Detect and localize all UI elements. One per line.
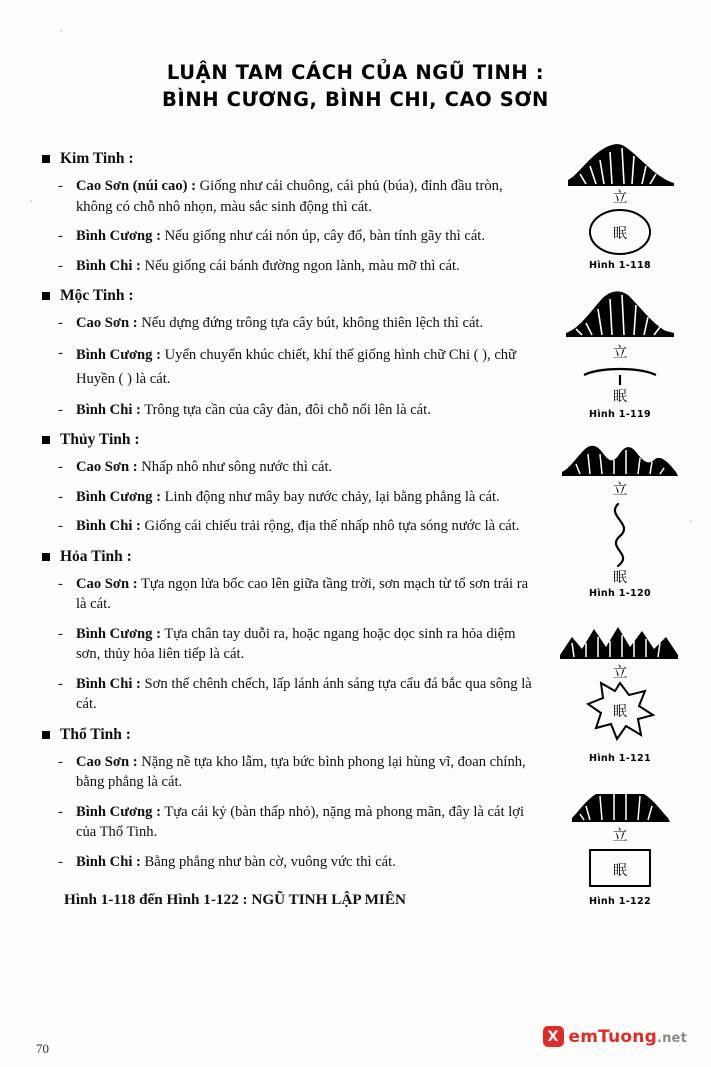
- dash-icon: -: [58, 518, 63, 534]
- dash-icon: -: [58, 459, 63, 475]
- item-label: Bình Chi :: [76, 257, 141, 274]
- item-label: Bình Cương :: [76, 803, 161, 820]
- item-label: Bình Chi :: [76, 518, 141, 534]
- item-label: Bình Chi :: [76, 853, 141, 870]
- section-heading-label: Thổ Tinh :: [60, 725, 131, 743]
- list-item: [36, 516, 536, 537]
- figure-1-121: [540, 621, 700, 764]
- hoa-tinh-diagram-icon: [556, 621, 684, 751]
- dash-icon: -: [58, 178, 63, 194]
- thuy-tinh-diagram-icon: [556, 438, 684, 586]
- svg-text:眠: 眠: [613, 704, 627, 720]
- list-item: [36, 176, 536, 217]
- figure-artwork: [556, 289, 684, 407]
- bullet-square-icon: [42, 292, 50, 300]
- figure-column: [540, 140, 700, 925]
- section-heading: [42, 148, 536, 170]
- section-heading-label: Thủy Tinh :: [60, 431, 140, 448]
- section-heading: [42, 724, 536, 746]
- item-text: Nặng nề tựa kho lẫm, tựa bức bình phong lại hùng vĩ, đoan chính, bằng phẳng là cát.: [76, 753, 526, 790]
- dash-icon: -: [58, 344, 63, 361]
- title-line-1: LUẬN TAM CÁCH CỦA NGŨ TINH :: [166, 61, 545, 84]
- dash-icon: -: [58, 675, 63, 692]
- figure-artwork: [556, 438, 684, 586]
- item-label: Bình Cương :: [76, 625, 161, 642]
- figure-caption: Hình 1-120: [588, 588, 651, 599]
- figure-caption: Hình 1-119: [588, 409, 651, 420]
- item-text: Nếu dựng đứng trông tựa cây bút, không thiên lệch thì cát.: [137, 315, 484, 331]
- item-text: Uyển chuyển khúc chiết, khí thế giống hình chữ Chi ( ), chữ Huyền ( ) là cát.: [76, 346, 517, 387]
- item-text: Tựa cái kỷ (bàn thấp nhỏ), nặng mà phong mãn, đây là cát lợi của Thổ Tinh.: [76, 803, 525, 840]
- item-label: Bình Chi :: [76, 401, 141, 418]
- svg-text:眠: 眠: [613, 863, 627, 879]
- dash-icon: -: [58, 257, 63, 274]
- list-item: [36, 256, 536, 277]
- dash-icon: -: [58, 853, 63, 870]
- svg-text:眠: 眠: [613, 389, 627, 405]
- list-item: [36, 457, 536, 478]
- list-item: [36, 852, 536, 873]
- moc-tinh-diagram-icon: [556, 289, 684, 407]
- page-title: [0, 60, 711, 113]
- page-number: 70: [36, 1041, 49, 1056]
- item-label: Bình Cương :: [76, 346, 161, 363]
- list-item: [36, 574, 536, 615]
- item-label: Cao Sơn :: [76, 315, 138, 331]
- item-label: Cao Sơn :: [76, 575, 138, 592]
- list-item: [36, 674, 536, 715]
- item-text: Giống như cái chuông, cái phủ (búa), đỉnh đầu tròn, không có chỗ nhô nhọn, màu sắc sinh động thì cát.: [76, 178, 503, 215]
- watermark: [543, 1026, 687, 1047]
- watermark-badge-icon: X: [543, 1026, 564, 1047]
- watermark-text: [569, 1027, 687, 1047]
- list-item: [36, 624, 536, 665]
- figure-1-120: [540, 438, 700, 599]
- svg-text:立: 立: [612, 826, 628, 844]
- figure-1-119: [540, 289, 700, 420]
- item-label: Cao Sơn (núi cao) :: [76, 178, 196, 194]
- list-item: [36, 752, 536, 793]
- bullet-square-icon: [42, 155, 50, 163]
- body-text-column: [36, 140, 536, 910]
- section-heading-label: Kim Tinh :: [60, 150, 134, 167]
- dash-icon: -: [58, 625, 63, 642]
- item-text: Nhấp nhô như sông nước thì cát.: [137, 459, 333, 475]
- dash-icon: -: [58, 488, 63, 505]
- item-text: Nếu giống như cái nón úp, cây đổ, bàn tính gãy thì cát.: [160, 228, 486, 244]
- section-thuy-tinh: [36, 429, 536, 537]
- item-text: Giống cái chiếu trải rộng, địa thế nhấp nhô tựa sóng nước là cát.: [140, 518, 520, 534]
- svg-text:眠: 眠: [613, 226, 627, 242]
- section-heading: [42, 546, 536, 568]
- section-heading: [42, 429, 536, 451]
- section-heading-label: Hỏa Tinh :: [60, 547, 132, 565]
- svg-text:立: 立: [612, 663, 628, 681]
- figure-1-118: [540, 140, 700, 271]
- list-item: [36, 487, 536, 508]
- section-heading-label: Mộc Tinh :: [60, 287, 134, 304]
- dash-icon: -: [58, 315, 63, 331]
- watermark-suffix: .net: [656, 1030, 687, 1046]
- item-label: Cao Sơn :: [76, 459, 138, 475]
- item-label: Bình Cương :: [76, 228, 161, 244]
- watermark-name: emTuong: [568, 1026, 657, 1047]
- item-text: Tựa ngọn lửa bốc cao lên giữa tầng trời, sơn mạch từ tổ sơn trải ra là cát.: [76, 575, 529, 612]
- paper-speck: [30, 200, 32, 202]
- svg-text:立: 立: [612, 188, 628, 206]
- figure-artwork: [556, 140, 684, 258]
- figure-artwork: [556, 782, 684, 894]
- list-item: [36, 400, 536, 421]
- section-moc-tinh: [36, 285, 536, 420]
- bullet-square-icon: [42, 436, 50, 444]
- list-item: [36, 802, 536, 843]
- section-heading: [42, 285, 536, 307]
- list-item: [36, 343, 536, 391]
- item-text: Nếu giống cái bánh đường ngon lành, màu mỡ thì cát.: [140, 257, 460, 274]
- dash-icon: -: [58, 575, 63, 592]
- section-kim-tinh: [36, 148, 536, 276]
- figure-caption: Hình 1-121: [588, 753, 651, 764]
- dash-icon: -: [58, 401, 63, 418]
- dash-icon: -: [58, 803, 63, 820]
- title-line-2: BÌNH CƯƠNG, BÌNH CHI, CAO SƠN: [162, 88, 549, 111]
- bullet-square-icon: [42, 553, 50, 561]
- bullet-square-icon: [42, 731, 50, 739]
- svg-text:立: 立: [612, 343, 628, 361]
- section-hoa-tinh: [36, 546, 536, 715]
- item-text: Tựa chân tay duỗi ra, hoặc ngang hoặc dọc sinh ra hỏa diệm sơn, thủy hỏa liên tiếp là cát.: [76, 625, 516, 662]
- item-label: Cao Sơn :: [76, 753, 138, 770]
- figure-caption: Hình 1-122: [588, 896, 651, 907]
- section-tho-tinh: [36, 724, 536, 873]
- figure-caption: Hình 1-118: [588, 260, 651, 271]
- figure-artwork: [556, 621, 684, 751]
- paper-speck: [60, 30, 62, 32]
- figure-1-122: [540, 782, 700, 907]
- item-text: Bằng phẳng như bàn cờ, vuông vức thì cát.: [140, 853, 396, 870]
- item-text: Sơn thế chênh chếch, lấp lánh ánh sáng tựa cẩu đá bắc qua sông là cát.: [76, 675, 532, 712]
- dash-icon: -: [58, 753, 63, 770]
- list-item: [36, 226, 536, 247]
- figure-reference-note: Hình 1-118 đến Hình 1-122 : NGŨ TINH LẬP MIÊN: [64, 891, 406, 908]
- kim-tinh-diagram-icon: [556, 140, 684, 258]
- item-text: Trông tựa cần của cây đàn, đôi chỗ nổi lên là cát.: [140, 401, 431, 418]
- tho-tinh-diagram-icon: [556, 782, 684, 894]
- dash-icon: -: [58, 228, 63, 244]
- svg-text:立: 立: [612, 480, 628, 498]
- item-label: Bình Cương :: [76, 488, 161, 505]
- item-text: Linh động như mây bay nước chảy, lại bằng phẳng là cát.: [160, 488, 500, 505]
- svg-text:眠: 眠: [613, 570, 627, 586]
- list-item: [36, 313, 536, 334]
- item-label: Bình Chi :: [76, 675, 141, 692]
